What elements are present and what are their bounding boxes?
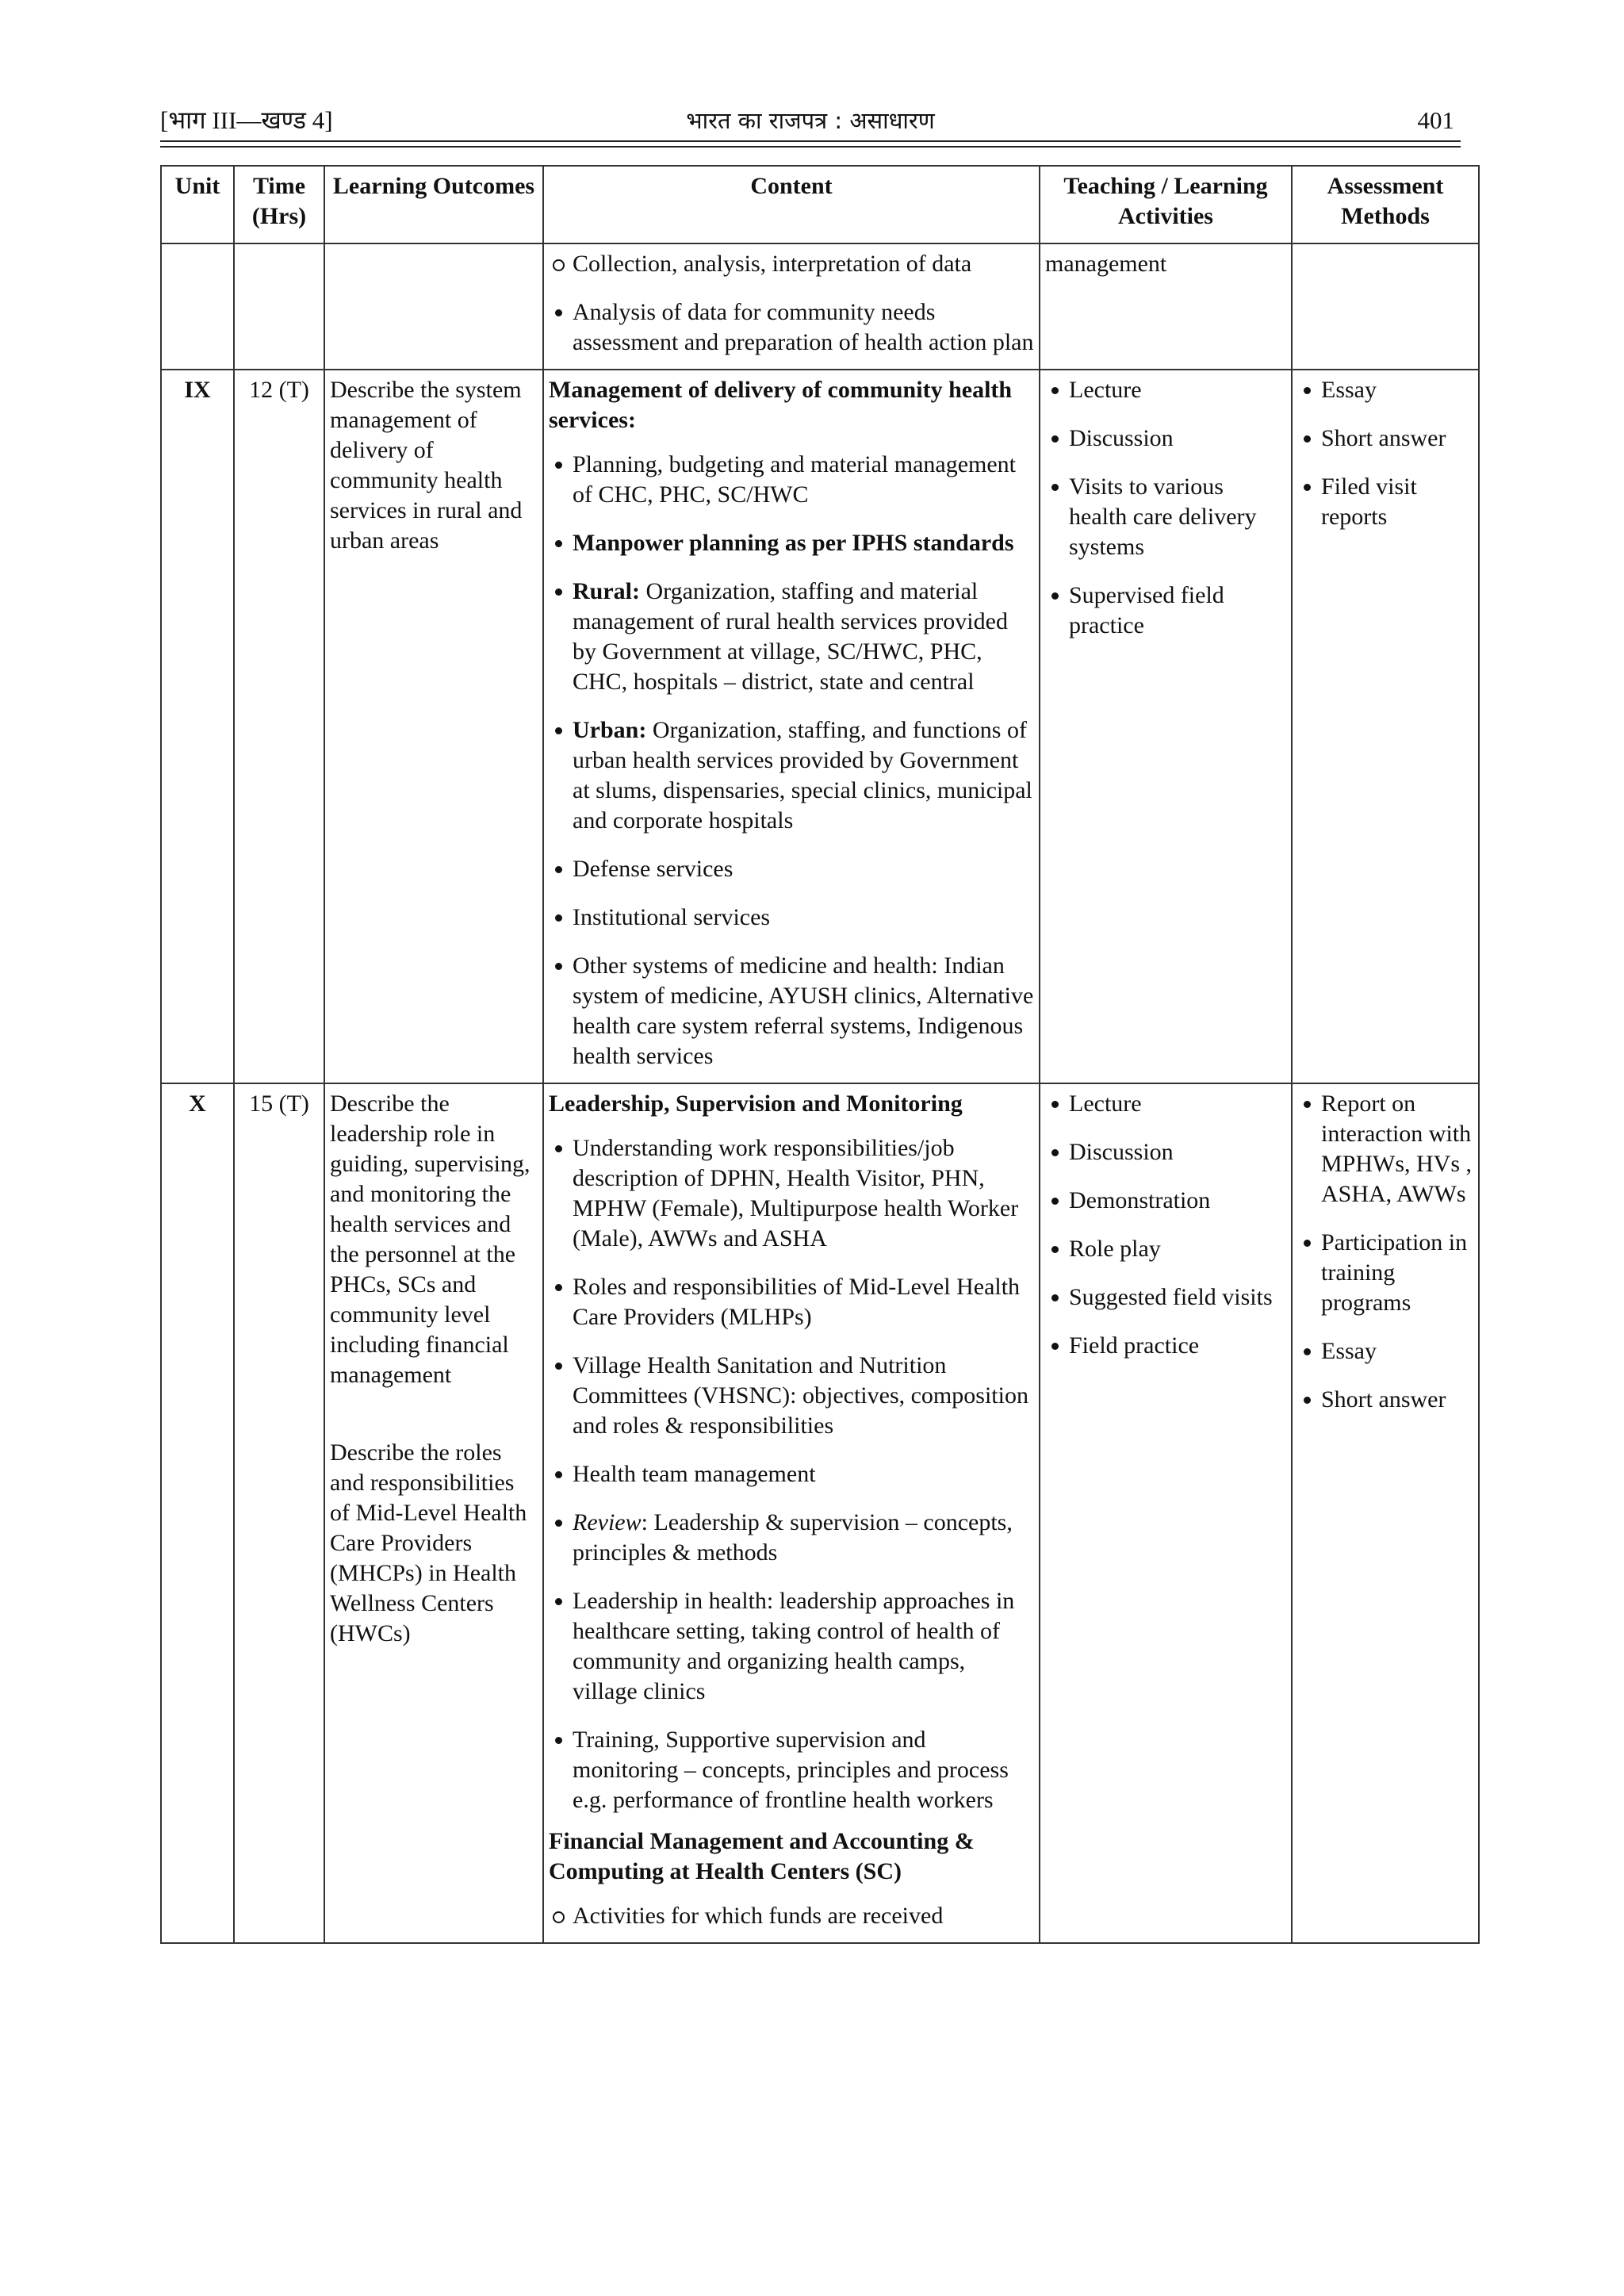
cell-assessment: [1292, 1083, 1479, 1943]
activity-item: Suggested field visits: [1045, 1282, 1286, 1313]
table-row-unit-ix: [161, 370, 1479, 1083]
list-item: Planning, budgeting and material management of CHC, PHC, SC/HWC: [549, 450, 1034, 510]
col-header-assessment: Assessment Methods: [1292, 166, 1479, 243]
header-rule-top: [160, 140, 1461, 142]
page-number: 401: [1417, 106, 1454, 134]
cell-assessment: [1292, 370, 1479, 1083]
col-header-activities: Teaching / Learning Activities: [1040, 166, 1292, 243]
activity-item: Lecture: [1045, 375, 1286, 405]
cell-content: [543, 370, 1040, 1083]
assessment-item: Short answer: [1297, 424, 1473, 454]
learning-outcome: Describe the system management of delivery of community health services in rural and urban areas: [330, 377, 523, 554]
col-header-unit: Unit: [161, 166, 234, 243]
assessment-item: Report on interaction with MPHWs, HVs , ASHA, AWWs: [1297, 1089, 1473, 1209]
gazette-title: भारत का राजपत्र : असाधारण: [686, 107, 935, 134]
cell-outcomes: [324, 243, 543, 370]
cell-time: 15 (T): [234, 1083, 324, 1943]
learning-outcome: Describe the roles and responsibilities of Mid-Level Health Care Providers (MHCPs) in Health Wellness Centers (HWCs): [330, 1439, 527, 1646]
cell-unit: X: [161, 1083, 234, 1943]
activity-item: Field practice: [1045, 1331, 1286, 1361]
list-item: Understanding work responsibilities/job description of DPHN, Health Visitor, PHN, MPHW (Female), Multipurpose health Worker (Male), AWWs and ASHA: [549, 1133, 1034, 1254]
header-rule-bottom: [160, 146, 1461, 148]
assessment-item: Filed visit reports: [1297, 472, 1473, 532]
activity-item: Demonstration: [1045, 1186, 1286, 1216]
col-header-content: Content: [543, 166, 1040, 243]
cell-activities: [1040, 243, 1292, 370]
cell-activities: [1040, 1083, 1292, 1943]
cell-assessment: [1292, 243, 1479, 370]
cell-activities: [1040, 370, 1292, 1083]
activity-item: Discussion: [1045, 1137, 1286, 1167]
list-item: Health team management: [549, 1459, 1034, 1489]
activity-item: Role play: [1045, 1234, 1286, 1264]
cell-unit: IX: [161, 370, 234, 1083]
col-header-learning-outcomes: Learning Outcomes: [324, 166, 543, 243]
list-item: Village Health Sanitation and Nutrition Committees (VHSNC): objectives, composition and roles & responsibilities: [549, 1351, 1034, 1441]
list-item: Institutional services: [549, 903, 1034, 933]
gazette-part-label: [भाग III—खण्ड 4]: [160, 106, 333, 134]
activity-item: Lecture: [1045, 1089, 1286, 1119]
list-item: Leadership in health: leadership approaches in healthcare setting, taking control of health of community and organizing health camps, village clinics: [549, 1586, 1034, 1707]
table-row-continued: [161, 243, 1479, 370]
assessment-item: Participation in training programs: [1297, 1228, 1473, 1318]
list-item: Urban: Organization, staffing, and functions of urban health services provided by Government at slums, dispensaries, special clinics, municipal and corporate hospitals: [549, 715, 1034, 836]
syllabus-table: [160, 165, 1480, 1944]
list-item: Roles and responsibilities of Mid-Level Health Care Providers (MLHPs): [549, 1272, 1034, 1332]
page-header: [160, 102, 1461, 140]
cell-outcomes: [324, 370, 543, 1083]
list-item: Other systems of medicine and health: Indian system of medicine, AYUSH clinics, Alternative health care system referral systems, Indigenous health services: [549, 951, 1034, 1071]
section-heading: Management of delivery of community health services:: [549, 377, 1013, 433]
cell-time: 12 (T): [234, 370, 324, 1083]
list-item: Rural: Organization, staffing and material management of rural health services provided by Government at village, SC/HWC, PHC, CHC, hospitals – district, state and central: [549, 577, 1034, 697]
col-header-time: Time (Hrs): [234, 166, 324, 243]
list-item: Training, Supportive supervision and monitoring – concepts, principles and process e.g. performance of frontline health workers: [549, 1725, 1034, 1815]
list-item: Review: Leadership & supervision – concepts, principles & methods: [549, 1508, 1034, 1568]
activity-item: Visits to various health care delivery systems: [1045, 472, 1286, 562]
section-heading: Leadership, Supervision and Monitoring: [549, 1091, 963, 1117]
cell-unit: [161, 243, 234, 370]
list-item: Manpower planning as per IPHS standards: [549, 528, 1034, 558]
assessment-item: Short answer: [1297, 1385, 1473, 1415]
table-header-row: [161, 166, 1479, 243]
section-heading: Financial Management and Accounting & Computing at Health Centers (SC): [549, 1828, 975, 1884]
list-item: Activities for which funds are received: [549, 1901, 1034, 1931]
table-row-unit-x: [161, 1083, 1479, 1943]
list-item: Analysis of data for community needs assessment and preparation of health action plan: [549, 297, 1034, 358]
assessment-item: Essay: [1297, 375, 1473, 405]
list-item: Collection, analysis, interpretation of data: [549, 249, 1034, 279]
assessment-item: Essay: [1297, 1336, 1473, 1366]
cell-time: [234, 243, 324, 370]
activity-text: management: [1045, 251, 1167, 277]
cell-content: [543, 1083, 1040, 1943]
activity-item: Supervised field practice: [1045, 581, 1286, 641]
activity-item: Discussion: [1045, 424, 1286, 454]
cell-content: [543, 243, 1040, 370]
list-item: Defense services: [549, 854, 1034, 884]
learning-outcome: Describe the leadership role in guiding, supervising, and monitoring the health services and the personnel at the PHCs, SCs and community level including financial management: [330, 1091, 530, 1388]
cell-outcomes: [324, 1083, 543, 1943]
